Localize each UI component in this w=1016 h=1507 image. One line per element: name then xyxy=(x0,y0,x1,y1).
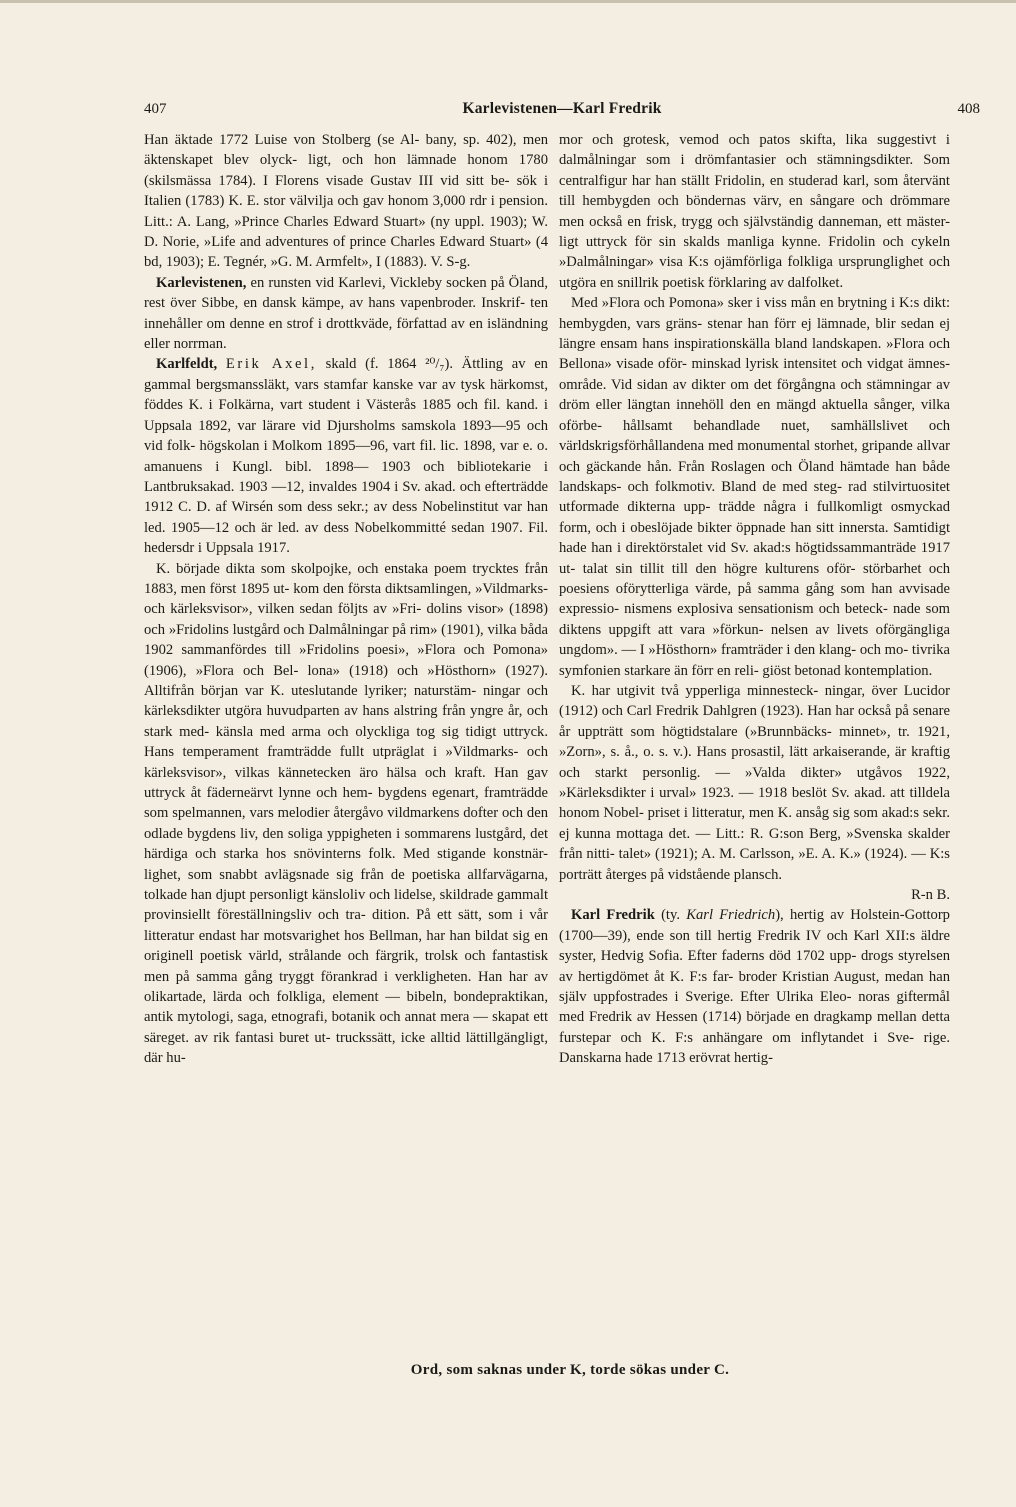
entry-karlfeldt-works: K. började dikta som skolpojke, och enstaka poem trycktes från 1883, men först 1895 ut- kom den första diktsamlingen, »Vildmarks- och kärleksvisor», vilken sedan följts av »Fri- dolins visor» (1898) och »Fridolins lustgård och Dalmålningar på rim» (1901), vilka båda 1902 sammanfördes till »Fridolins poesi», »Flora och Pomona» (1906), »Flora och Bel- lona» (1918) och »Hösthorn» (1927). Alltifrån början var K. uteslutande lyriker; naturstäm- ningar och kärleksdikter utgöra huvudparten av hans alstring från yngre år, och stark med- känsla med arma och olyckliga tog sig tidigt uttryck. Hans temperament framträdde fullt utpräglat i »Vildmarks- och kärleksvisor», vilkas kännetecken äro hälsa och kraft. Han gav uttryck åt fäderneärvt lynne och hem- bygdens egenart, framträdde som spelmannen, vars melodier återgåvo vildmarkens dofter och den odlade bygdens liv, den soliga yppigheten i sommarens lustgård, det härdiga och starka hos snövinterns folk. Med stigande konstnär- lighet, som snabbt avlägsnade sig från de poetiska allfarvägarna, tolkade han djupt personligt känsloliv och lidelse, skildrade gammalt provinsiellt föreställningsliv och tra- dition. På ett sätt, som i vår litteratur endast har motsvarighet hos Bellman, har han bildat sig en originell poetisk värld, strålande och färgrik, trolsk och fantastisk men på samma gång tryggt förankrad i verkligheten. Han har av olikartade, lärda och folkliga, element — bibeln, bondepraktikan, antik mytologi, saga, etnografi, botanik och annat mera — skapat ett säreget. av rik fantasi buret ut- truckssätt, icke alltid lättillgängligt, där hu- xyxy=(144,560,548,1067)
page-number-left: 407 xyxy=(144,101,167,117)
entry-karl-fredrik-text: ), hertig av Holstein-Gottorp (1700—39), ende son till hertig Fredrik IV och Karl XII:s äldre syster, Hedvig Sofia. Efter faderns död 1702 upp- drogs styrelsen av hertigdömet åt K. F:s far- broder Kristian August, medan han själv uppfostrades i Sverige. Efter Ulrika Eleo- noras giftermål med Fredrik av Hessen (1714) började en dragkamp mellan detta furstepar och K. F:s anhängare om inflytandet i Sve- rige. Danskarna hade 1713 erövrat hertig- xyxy=(559,907,950,1067)
entry-karlfeldt-prose-text: K. har utgivit två ypperliga minnesteck- ningar, över Lucidor (1912) och Carl Fredrik Dahlgren (1923). Han har också på senare år uppträtt som högtidstalare (»Brunnbäcks- minnet», tr. 1921, »Zorn», s. å., o. s. v.). Hans prosastil, lätt arkaiserande, är kraftig och starkt personlig. — »Valda dikter» utgåvos 1922, »Kärleksdikter i urval» 1923. — 1918 beslöt Sv. akad. att tilldela honom Nobel- priset i litteratur, men K. ansåg sig som akad:s sekr. ej kunna mottaga det. — Litt.: R. G:son Berg, »Svenska skalder från nitti- talet» (1921); A. M. Carlsson, »E. A. K.» (1924). — K:s porträtt återges på vidstående plansch. xyxy=(559,682,950,883)
headword-karl-fredrik: Karl Fredrik xyxy=(571,907,655,924)
entry-karlfeldt-prose xyxy=(559,681,950,905)
entry-karlfeldt-text: skald (f. 1864 ²⁰/₇). Ättling av en gammal bergsmanssläkt, vars stamfar kanske var av tysk härkomst, föddes K. i Folkärna, vart student i Västerås 1885 och fil. kand. i Uppsala 1892, var lärare vid Djursholms samskola 1893—95 och vid folk- högskolan i Molkom 1895—96, vart fil. lic. 1898, var e. o. amanuens i Kungl. bibl. 1898— 1903 och bibliotekarie i Lantbruksakad. 1903 —12, invaldes 1904 i Sv. akad. och efterträdde 1912 C. D. af Wirsén som dess sekr.; av dess Nobelinstitut var han led. 1905—12 och är led. av dess Nobelkommitté sedan 1907. Fil. hedersdr i Uppsala 1917. xyxy=(144,356,548,557)
headword-karlfeldt: Karlfeldt, xyxy=(156,356,218,373)
karlfeldt-given-names: Erik Axel, xyxy=(225,356,317,373)
entry-karl-edward-continuation: Han äktade 1772 Luise von Stolberg (se Al- bany, sp. 402), men äktenskapet blev olyck- ligt, och hon lämnade honom 1780 (skilsmässa 1784). I Florens visade Gustav III vid sitt be- sök i Italien (1783) K. E. stor välvilja och gav honom 3,000 rdr i pension. Litt.: A. Lang, »Prince Charles Edward Stuart» (ny uppl. 1903); W. D. Norie, »Life and adventures of prince Charles Edward Stuart» (4 bd, 1903); E. Tegnér, »G. M. Armfelt», I (1883). V. S-g. xyxy=(144,132,548,271)
page-header xyxy=(144,100,980,118)
footer-note: Ord, som saknas under K, torde sökas under C. xyxy=(410,1362,730,1378)
running-title: Karlevistenen—Karl Fredrik xyxy=(462,100,662,117)
entry-karlevistenen xyxy=(144,273,548,355)
entry-karlevistenen-text: en runsten vid Karlevi, Vickleby socken på Öland, rest över Sibbe, en dansk kämpe, av hans vapenbroder. Inskrif- ten innehåller om denne en strof i drottkväde, författad av en isländning eller norrman. xyxy=(144,274,548,353)
page-number-right: 408 xyxy=(957,101,980,117)
headword-karlevistenen: Karlevistenen, xyxy=(156,274,247,291)
entry-karlfeldt-continuation: mor och grotesk, vemod och patos skifta, lika suggestivt i dalmålningar som i drömfantasier och stämningsdikter. Som centralfigur har han ställt Fridolin, en studerad karl, som återvänt till hembygden och böndernas värv, en sångare och drömmare men också en frisk, trygg och självständig danneman, ett mäster- ligt uttryck för sin skalds manliga kynne. Fridolin och cykeln »Dalmålningar» visa K:s ojämförliga folkliga ursprunglighet och utgöra en snillrik poetisk förklaring av dalfolket. xyxy=(559,132,950,291)
author-signature: R-n B. xyxy=(911,887,950,904)
karl-fredrik-paren-open: (ty. xyxy=(654,907,687,924)
karl-fredrik-german-name: Karl Friedrich xyxy=(686,907,776,924)
top-edge-rule xyxy=(0,0,1016,3)
right-column xyxy=(559,130,950,1069)
entry-karlfeldt-flora: Med »Flora och Pomona» sker i viss mån en brytning i K:s dikt: hembygden, vars gräns- stenar han förr ej lämnade, blir sedan ej längre ensam hans inspirationskälla bland landskapen. »Flora och Bellona» visade oför- minskad lyrisk intensitet och vidgat ämnes- område. Vid sidan av dikter om det förgångna och stämningar av dröm eller längtan innehöll den en mängd aktuella sånger, vilka oförbe- hållsamt behandlade nuet, samhällslivet och världskrigsförhållandena med monumental storhet, gripande allvar och gäckande hån. Från Roslagen och Öland hämtade han både landskaps- och folkmotiv. Bland de med steg- rad stilvirtuositet utformade dikterna upp- trädde några i fullkomligt osmyckad form, och i obeslöjade bikter öppnade han sitt innersta. Samtidigt hade han i direktörstalet vid Sv. akad:s högtidssammanträde 1917 ut- talat sin tillit till den högre kulturens oför- störbarhet och poesiens oförytterliga värde, på samma gång som han avvisade expressio- nismens explosiva sensationism och beteck- nade som diktens uppgift att vara »förkun- nelsen av livets oförgängliga ungdom». — I »Hösthorn» framträder i den klang- och mo- tivrika symfonien starkare än förr en reli- giöst betonad kontemplation. xyxy=(559,295,950,679)
left-column xyxy=(144,130,548,1069)
entry-karl-fredrik xyxy=(559,905,950,1068)
entry-karlfeldt xyxy=(144,354,548,558)
